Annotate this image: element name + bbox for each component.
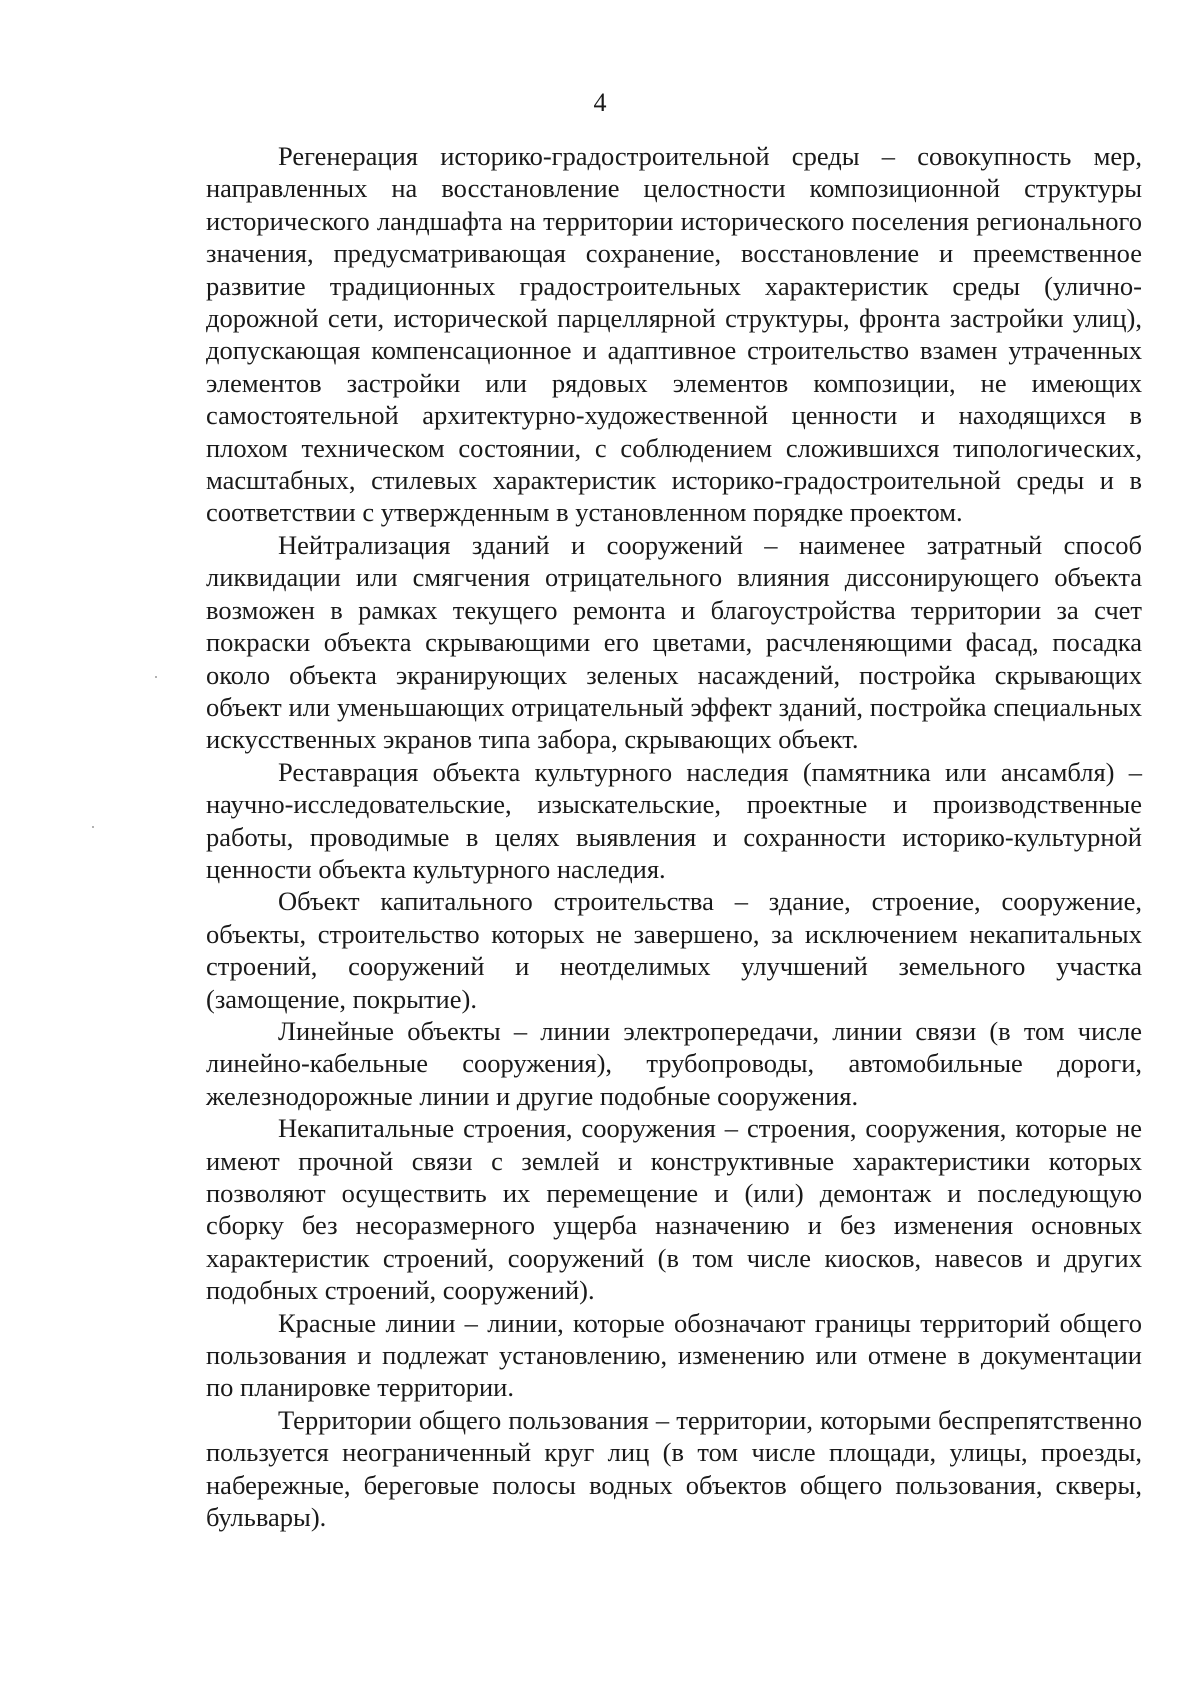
scan-speck (155, 676, 157, 678)
paragraph-neutralization: Нейтрализация зданий и сооружений – наименее затратный способ ликвидации или смягчения отрицательного влияния диссонирующего объекта возможен в рамках текущего ремонта и благоустройства территории за счет покраски объекта скрывающими его цветами, расчленяющими фасад, посадка около объекта экранирующих зеленых насаждений, постройка скрывающих объект или уменьшающих отрицательный эффект зданий, постройка специальных искусственных экранов типа забора, скрывающих объект. (206, 529, 1142, 755)
paragraph-public-territories: Территории общего пользования – территории, которыми беспрепятственно пользуется неограниченный круг лиц (в том числе площади, улицы, проезды, набережные, береговые полосы водных объектов общего пользования, скверы, бульвары). (206, 1404, 1142, 1533)
page-number: 4 (593, 88, 607, 117)
paragraph-linear-objects: Линейные объекты – линии электропередачи, линии связи (в том числе линейно-кабельные сооружения), трубопроводы, автомобильные дороги, железнодорожные линии и другие подобные сооружения. (206, 1015, 1142, 1111)
scan-speck (92, 826, 94, 828)
paragraph-restoration: Реставрация объекта культурного наследия (памятника или ансамбля) – научно-исследовательские, изыскательские, проектные и производственные работы, проводимые в целях выявления и сохранности историко-культурной ценности объекта культурного наследия. (206, 756, 1142, 884)
paragraph-capital-construction: Объект капитального строительства – здание, строение, сооружение, объекты, строительство которых не завершено, за исключением некапитальных строений, сооружений и неотделимых улучшений земельного участка (замощение, покрытие). (206, 886, 1142, 1014)
paragraph-regeneration: Регенерация историко-градостроительной среды – совокупность мер, направленных на восстановление целостности композиционной структуры исторического ландшафта на территории исторического поселения регионального значения, предусматривающая сохранение, восстановление и преемственное развитие традиционных градостроительных характеристик среды (улично-дорожной сети, исторической парцеллярной структуры, фронта застройки улиц), допускающая компенсационное и адаптивное строительство взамен утраченных элементов застройки или рядовых элементов композиции, не имеющих самостоятельной архитектурно-художественной ценности и находящихся в плохом техническом состоянии, с соблюдением сложившихся типологических, масштабных, стилевых характеристик историко-градостроительной среды и в соответствии с утвержденным в установленном порядке проектом. (206, 141, 1142, 528)
paragraph-non-capital-structures: Некапитальные строения, сооружения – строения, сооружения, которые не имеют прочной связи с землей и конструктивные характеристики которых позволяют осуществить их перемещение и (или) демонтаж и последующую сборку без несоразмерного ущерба назначению и без изменения основных характеристик строений, сооружений (в том числе киосков, навесов и других подобных строений, сооружений). (206, 1113, 1142, 1306)
paragraph-red-lines: Красные линии – линии, которые обозначают границы территорий общего пользования и подлежат установлению, изменению или отмене в документации по планировке территории. (206, 1307, 1142, 1403)
document-body (206, 140, 1142, 1533)
